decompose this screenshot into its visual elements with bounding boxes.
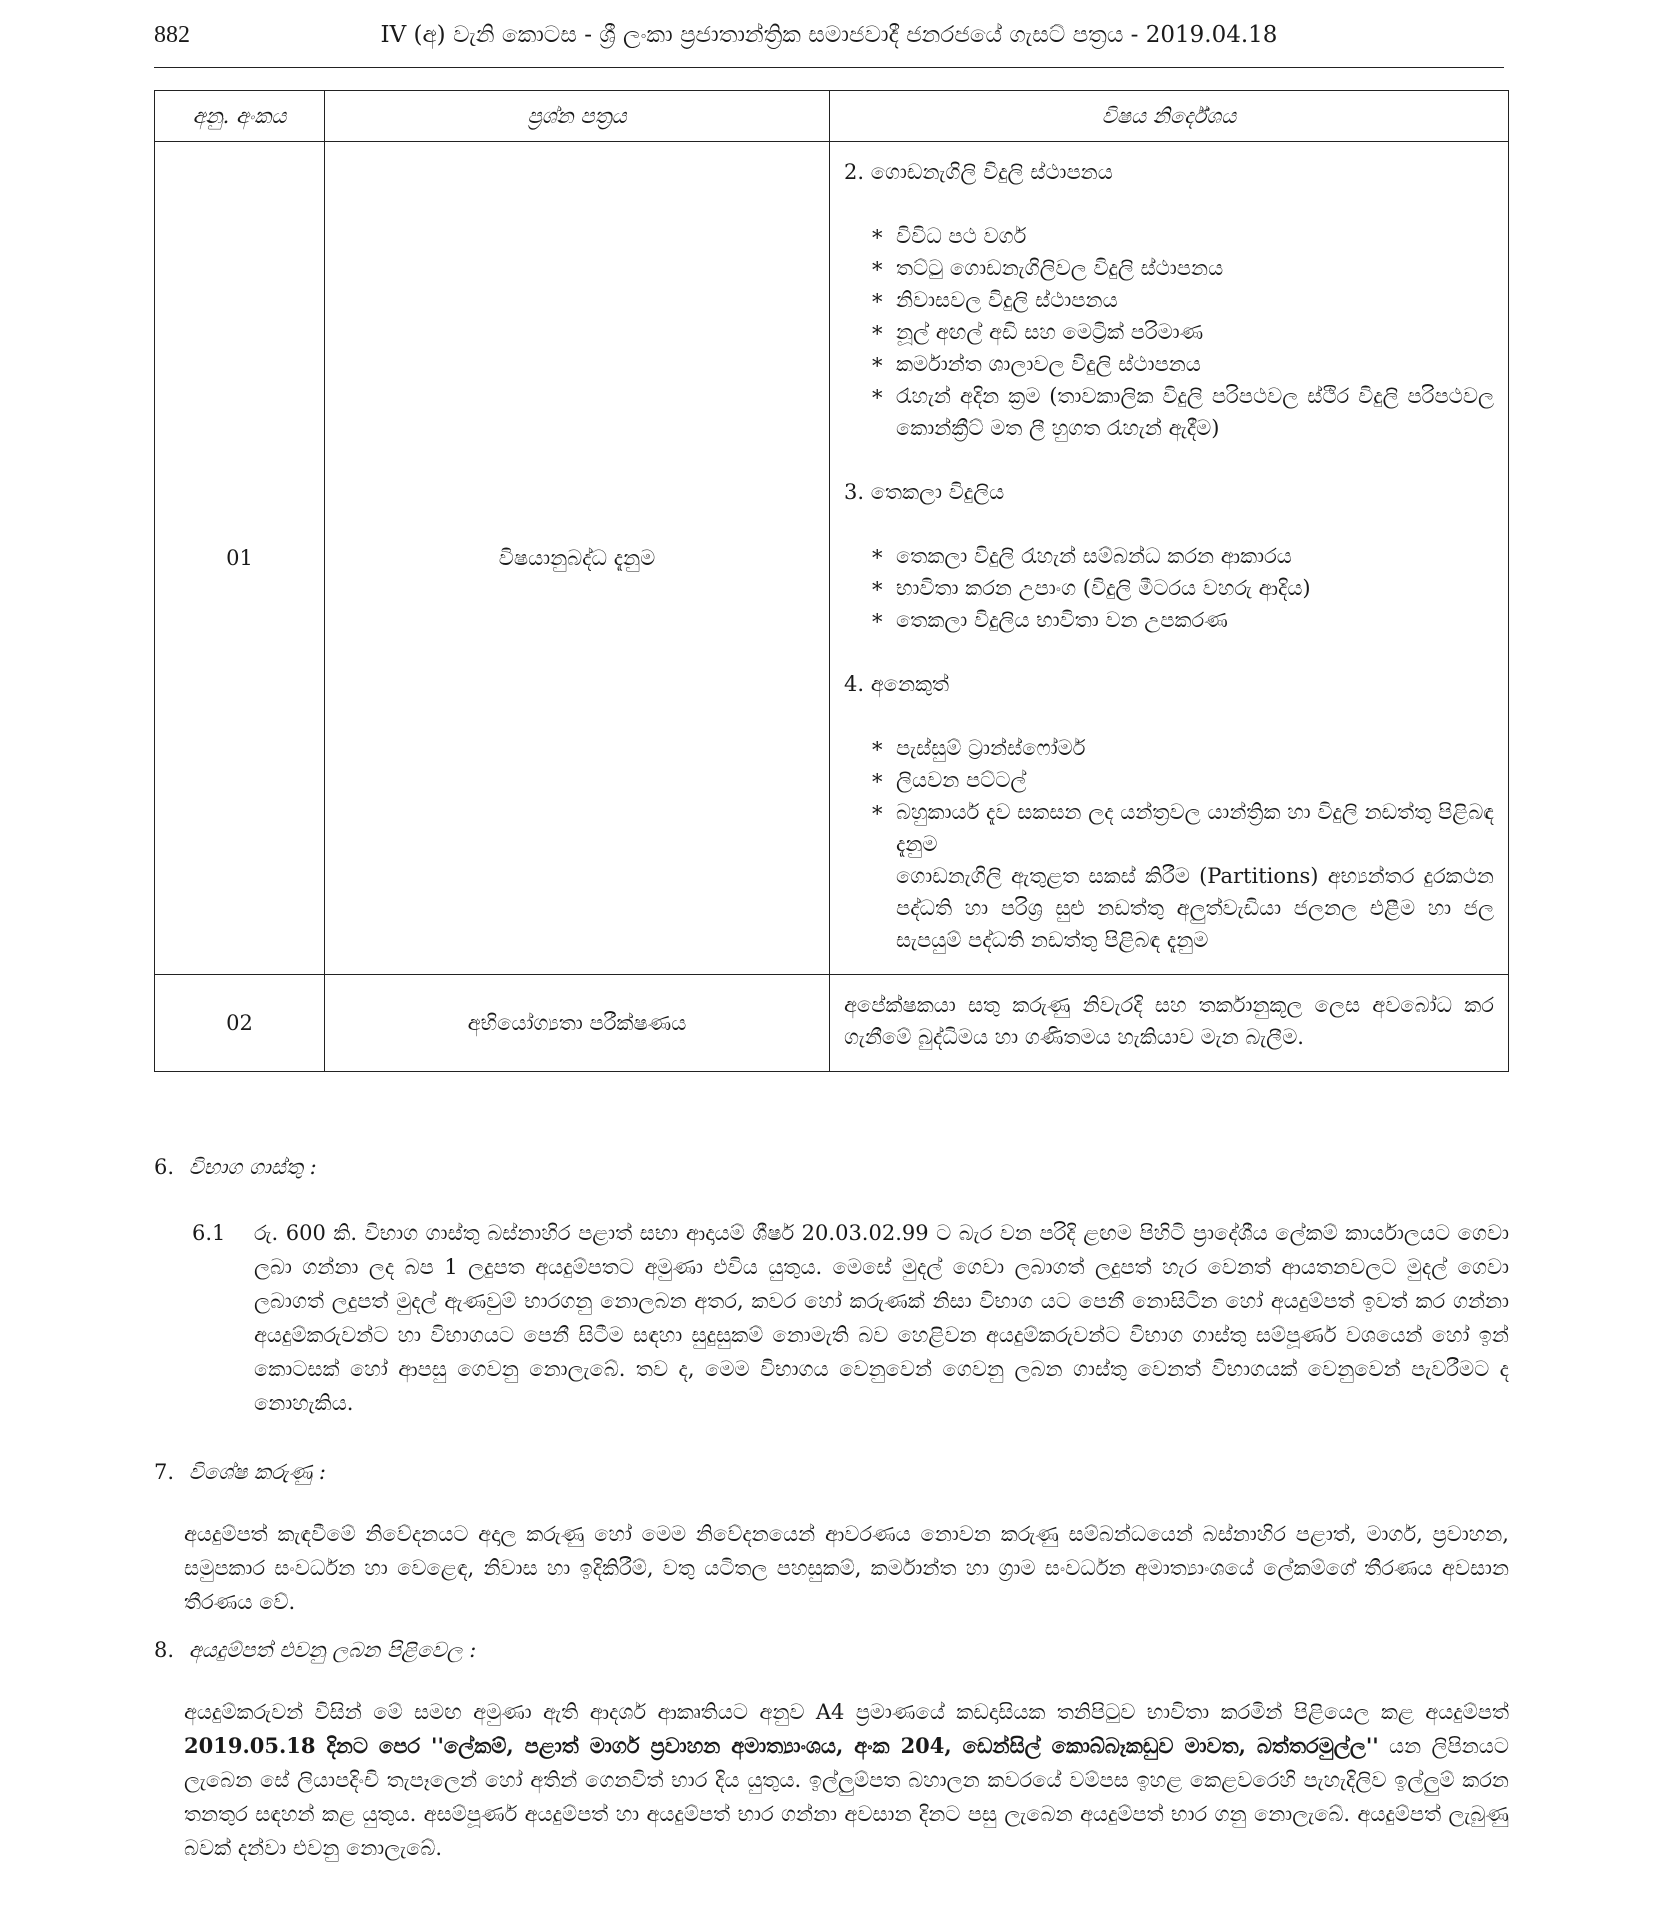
- section-heading: [154, 1633, 1509, 1667]
- section-title: විභාග ගාස්තු :: [188, 1155, 317, 1179]
- section-title: අයදුම්පත් එවනු ලබන පිළිවෙල :: [188, 1638, 477, 1662]
- table-row: [155, 975, 1509, 1072]
- table-header-row: [155, 91, 1509, 142]
- syllabus-cell: [830, 142, 1509, 975]
- subsection-text: රු. 600 කි. විභාග ගාස්තු බස්නාහිර පළාත් සභා ආදායම් ශීර්ෂ 20.03.02.99 ට බැර වන පරිදි ළඟම පිහිටි ප්‍රාදේශීය ලේකම් කාර්යාලයට ගෙවා ලබා ගන්නා ලද බප 1 ලදුපත අයදුම්පතට අමුණා එවිය යුතුය. මෙසේ මුදල් ගෙවා ලබාගත් ලදුපත් හැර වෙනත් ආයතනවලට මුදල් ගෙවා ලබාගත් ලදුපත් මුදල් ඇණවුම් භාරගනු නොලබන අතර, කවර හෝ කරුණක් නිසා විභාග යට පෙනී නොසිටින හෝ අයදුම්පත් ඉවත් කර ගන්නා අයදුම්කරුවන්ට හා විභාගයට පෙනී සිටීම සඳහා සුදුසුකම් නොමැති බව හෙළිවන අයදුම්කරුවන්ට විභාග ගාස්තු සම්පූර්ණ වශයෙන් හෝ ඉන් කොටසක් හෝ ආපසු ගෙවනු නොලැබේ. තව ද, මෙම විභාගය වෙනුවෙන් ගෙවනු ලබන ගාස්තු වෙනත් විභාගයක් වෙනුවෙන් පැවරීමට ද නොහැකිය.: [254, 1221, 1509, 1415]
- table-row: [155, 142, 1509, 975]
- header-rule: [154, 67, 1504, 68]
- col-header-number: අනු. අංකය: [155, 91, 325, 142]
- list-item: * තෙකලා විදුලි රැහැන් සම්බන්ධ කරන ආකාරය: [872, 540, 1494, 572]
- syllabus-list: [844, 732, 1494, 860]
- list-item: * භාවිතා කරන උපාංග (විදුලි මීටරය වහරු ආදිය): [872, 572, 1494, 604]
- list-item: * රැහැන් අදින ක්‍රම (තාවකාලික විදුලි පරිපථවල ස්ථිර විදුලි පරිපථවල කොන්ක්‍රීට් මත ලී හුගත රැහැන් ඇදීම): [872, 380, 1494, 444]
- row-number: 01: [155, 142, 325, 975]
- subsection: [154, 1216, 1509, 1420]
- list-item: * තෙකලා විදුලිය භාවිතා වන උපකරණ: [872, 604, 1494, 636]
- section-paragraph: [154, 1695, 1509, 1865]
- section-number: 7.: [154, 1460, 175, 1484]
- list-item: * නිවාසවල විදුලි ස්ථාපනය: [872, 284, 1494, 316]
- page-number: 882: [154, 22, 190, 48]
- paper-name: විෂයානුබද්ධ දැනුම: [325, 142, 830, 975]
- syllabus-list: [844, 220, 1494, 444]
- syllabus-cell: අපේක්ෂකයා සතු කරුණු නිවැරදි සහ තර්කානුකූල ලෙස අවබෝධ කර ගැනීමේ බුද්ධිමය හා ගණිතමය හැකියාව මැන බැලීම.: [830, 975, 1509, 1072]
- paragraph-text: යන ලිපිනයට ලැබෙන සේ ලියාපදිංචි තැපෑලෙන් හෝ අතින් ගෙනවිත් භාර දිය යුතුය. ඉල්ලුම්පත බහාලන කවරයේ වම්පස ඉහළ කෙළවරෙහි පැහැදිලිව ඉල්ලුම් කරන තනතුර සඳහන් කළ යුතුය. අසම්පූර්ණ අයදුම්පත් හා අයදුම්පත් භාර ගන්නා අවසාන දිනට පසු ලැබෙන අයදුම්පත් භාර ගනු නොලැබේ. අයදුම්පත් ලැබුණු බවක් දන්වා එවනු නොලැබේ.: [184, 1734, 1509, 1860]
- list-item: * විවිධ පථ වර්ග: [872, 220, 1494, 252]
- syllabus-continuation: ගොඩනැගිලි ඇතුළත සකස් කිරීම (Partitions) අභ්‍යන්තර දුරකථන පද්ධති හා පරිශ්‍ර සුළු නඩත්තු අලුත්වැඩියා ජලනල එළීම හා ජල සැපයුම් පද්ධති නඩත්තු පිළිබඳ දැනුම: [896, 864, 1494, 952]
- list-item: * පැස්සුම් ට්‍රාන්ස්ෆෝමර්: [872, 732, 1494, 764]
- paper-name: අභියෝග්‍යතා පරීක්ෂණය: [325, 975, 830, 1072]
- syllabus-section-title: 3. තෙකලා විදුලිය: [844, 480, 1005, 504]
- section-heading: [154, 1150, 1509, 1184]
- list-item: * ලියවන පට්ටල්: [872, 764, 1494, 796]
- address-bold: 2019.05.18 දිනට පෙර ''ලේකම්, පළාත් මාර්ග ප්‍රවාහන අමාත්‍යාංශය, අංක 204, ඩෙන්සිල් කොබ්බෑකඩුව මාවත, බත්තරමුල්ල'': [184, 1733, 1379, 1758]
- subsection-number: 6.1: [192, 1221, 226, 1245]
- col-header-syllabus: විෂය නිර්දේශය: [830, 91, 1509, 142]
- list-item: * බහුකාර්ය දැව සකසන ලද යන්ත්‍රවල යාන්ත්‍රික හා විදුලි නඩත්තු පිළිබඳ දැනුම: [872, 796, 1494, 860]
- syllabus-table: [154, 90, 1509, 1072]
- section-number: 8.: [154, 1638, 175, 1662]
- col-header-paper: ප්‍රශ්න පත්‍රය: [325, 91, 830, 142]
- syllabus-section-title: 4. අනෙකුත්: [844, 672, 950, 696]
- row-number: 02: [155, 975, 325, 1072]
- section-paragraph: අයදුම්පත් කැඳවීමේ නිවේදනයට අදාල කරුණු හෝ මෙම නිවේදනයෙන් ආවරණය නොවන කරුණු සම්බන්ධයෙන් බස්නාහිර පළාත්, මාර්ග, ප්‍රවාහන, සමුපකාර සංවර්ධන හා වෙළෙඳ, නිවාස හා ඉදිකිරීම්, වතු යටිතල පහසුකම්, කර්මාන්ත හා ග්‍රාම සංවර්ධන අමාත්‍යාංශයේ ලේකම්ගේ තීරණය අවසාන තීරණය වේ.: [184, 1522, 1509, 1614]
- list-item: * තට්ටු ගොඩනැගිලිවල විදුලි ස්ථාපනය: [872, 252, 1494, 284]
- list-item: * නූල් අඟල් අඩි සහ මෙට්‍රික් පරිමාණ: [872, 316, 1494, 348]
- syllabus-section-title: 2. ගොඩනැගිලි විදුලි ස්ථාපනය: [844, 160, 1113, 184]
- section-exam-fees: [154, 1150, 1509, 1420]
- section-title: විශේෂ කරුණු :: [188, 1460, 326, 1484]
- section-submission: [154, 1633, 1509, 1865]
- page-header: [154, 14, 1504, 68]
- paragraph-text: අයදුම්කරුවන් විසින් මේ සමඟ අමුණා ඇති ආදර්ශ ආකෘතියට අනුව A4 ප්‍රමාණයේ කඩදාසියක තනිපිටුව භාවිතා කරමින් පිළියෙල කළ අයදුම්පත්: [184, 1700, 1509, 1724]
- section-heading: [154, 1455, 1509, 1489]
- section-special-matters: [154, 1455, 1509, 1619]
- list-item: * කර්මාන්ත ශාලාවල විදුලි ස්ථාපනය: [872, 348, 1494, 380]
- section-number: 6.: [154, 1155, 175, 1179]
- syllabus-list: [844, 540, 1494, 636]
- gazette-title: IV (අ) වැනි කොටස - ශ්‍රී ලංකා ප්‍රජාතාන්ත්‍රික සමාජවාදී ජනරජයේ ගැසට් පත්‍රය - 2019.04.18: [380, 22, 1278, 48]
